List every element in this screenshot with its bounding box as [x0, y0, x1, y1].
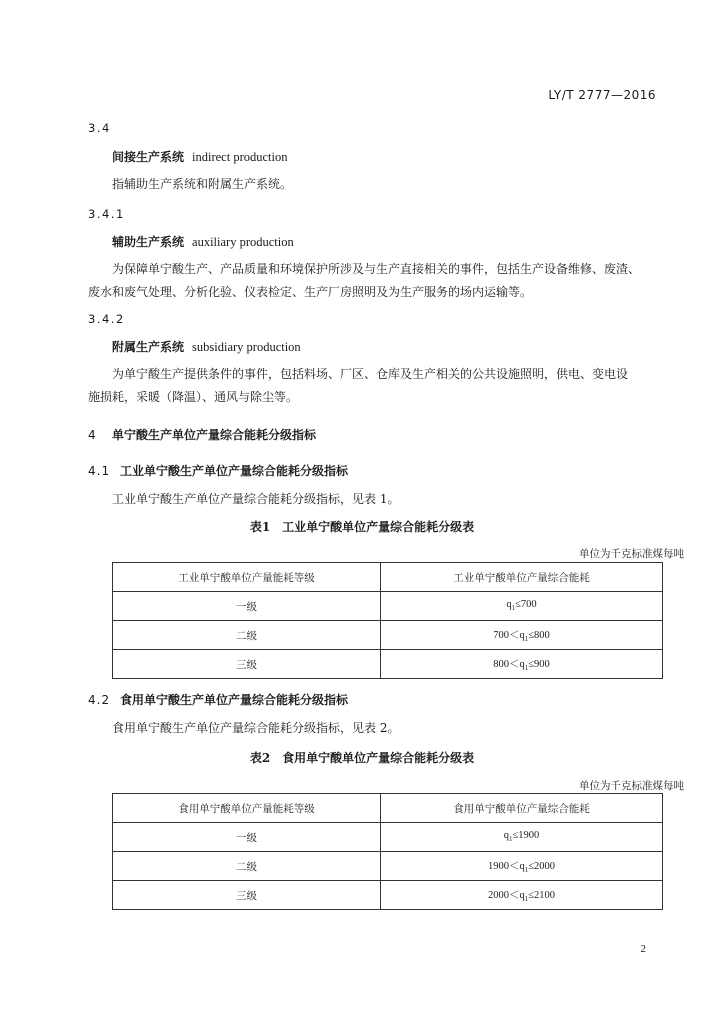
term-en: indirect production	[192, 150, 288, 164]
grade-cell: 二级	[113, 621, 381, 650]
table-row	[113, 852, 663, 881]
energy-value-cell: $q_1\le 1900$	[381, 823, 663, 852]
term-en: auxiliary production	[192, 235, 294, 249]
table-header-cell: 食用单宁酸单位产量能耗等级	[113, 794, 381, 823]
table-1-caption: 表1 工业单宁酸单位产量综合能耗分级表	[249, 520, 475, 534]
section-4-2-heading	[88, 691, 348, 708]
definition-3-4-2-line1: 为单宁酸生产提供条件的事件，包括料场、厂区、仓库及生产相关的公共设施照明，供电、变电设	[112, 367, 629, 381]
table-row	[113, 881, 663, 910]
term-indirect-production	[112, 148, 287, 165]
table-row	[113, 592, 663, 621]
term-cn: 间接生产系统	[112, 150, 185, 164]
table-2	[112, 793, 663, 910]
table-header-cell: 工业单宁酸单位产量能耗等级	[113, 563, 381, 592]
grade-cell: 三级	[113, 881, 381, 910]
page-number: 2	[640, 943, 646, 955]
grade-cell: 一级	[113, 823, 381, 852]
table-header-cell: 工业单宁酸单位产量综合能耗	[381, 563, 663, 592]
term-subsidiary-production	[112, 338, 301, 355]
energy-value-cell: $700<q_1\le 800$	[381, 621, 663, 650]
term-cn: 辅助生产系统	[112, 235, 185, 249]
standard-code: LY/T 2777—2016	[548, 88, 656, 102]
table-row	[113, 823, 663, 852]
definition-3-4-2-line2: 施损耗，采暖（降温）、通风与除尘等。	[88, 390, 299, 404]
table-row	[113, 621, 663, 650]
definition-3-4-1-line2: 废水和废气处理、分析化验、仪表检定、生产厂房照明及为生产服务的场内运输等。	[88, 285, 533, 299]
energy-value-cell: $q_1\le 700$	[381, 592, 663, 621]
energy-value-cell: $2000<q_1\le 2100$	[381, 881, 663, 910]
section-number: 4.2	[88, 693, 111, 707]
grade-cell: 三级	[113, 650, 381, 679]
section-number: 4	[88, 428, 97, 442]
term-cn: 附属生产系统	[112, 340, 185, 354]
clause-number-3-4-1: 3.4.1	[88, 207, 125, 221]
table-2-caption: 表2 食用单宁酸单位产量综合能耗分级表	[249, 751, 475, 765]
energy-value-cell: $1900<q_1\le 2000$	[381, 852, 663, 881]
table-2-unit: 单位为千克标准煤每吨	[579, 780, 684, 792]
grade-cell: 二级	[113, 852, 381, 881]
definition-3-4: 指辅助生产系统和附属生产系统。	[112, 177, 293, 191]
clause-number-3-4-2: 3.4.2	[88, 312, 125, 326]
table-header-row	[113, 794, 663, 823]
section-title: 食用单宁酸生产单位产量综合能耗分级指标	[120, 693, 349, 707]
definition-3-4-1-line1: 为保障单宁酸生产、产品质量和环境保护所涉及与生产直接相关的事件，包括生产设备维修、废渣、	[112, 262, 641, 276]
table-1	[112, 562, 663, 679]
energy-value-cell: $800<q_1\le 900$	[381, 650, 663, 679]
grade-cell: 一级	[113, 592, 381, 621]
section-number: 4.1	[88, 464, 111, 478]
section-title: 工业单宁酸生产单位产量综合能耗分级指标	[120, 464, 349, 478]
table-1-unit: 单位为千克标准煤每吨	[579, 548, 684, 560]
table-row	[113, 650, 663, 679]
table-header-row	[113, 563, 663, 592]
section-4-1-text: 工业单宁酸生产单位产量综合能耗分级指标，见表 1。	[112, 492, 400, 506]
term-en: subsidiary production	[192, 340, 301, 354]
term-auxiliary-production	[112, 233, 294, 250]
section-title: 单宁酸生产单位产量综合能耗分级指标	[112, 428, 317, 442]
table-header-cell: 食用单宁酸单位产量综合能耗	[381, 794, 663, 823]
section-4-heading	[88, 426, 316, 443]
clause-number-3-4: 3.4	[88, 121, 111, 135]
section-4-2-text: 食用单宁酸生产单位产量综合能耗分级指标，见表 2。	[112, 721, 400, 735]
section-4-1-heading	[88, 462, 348, 479]
